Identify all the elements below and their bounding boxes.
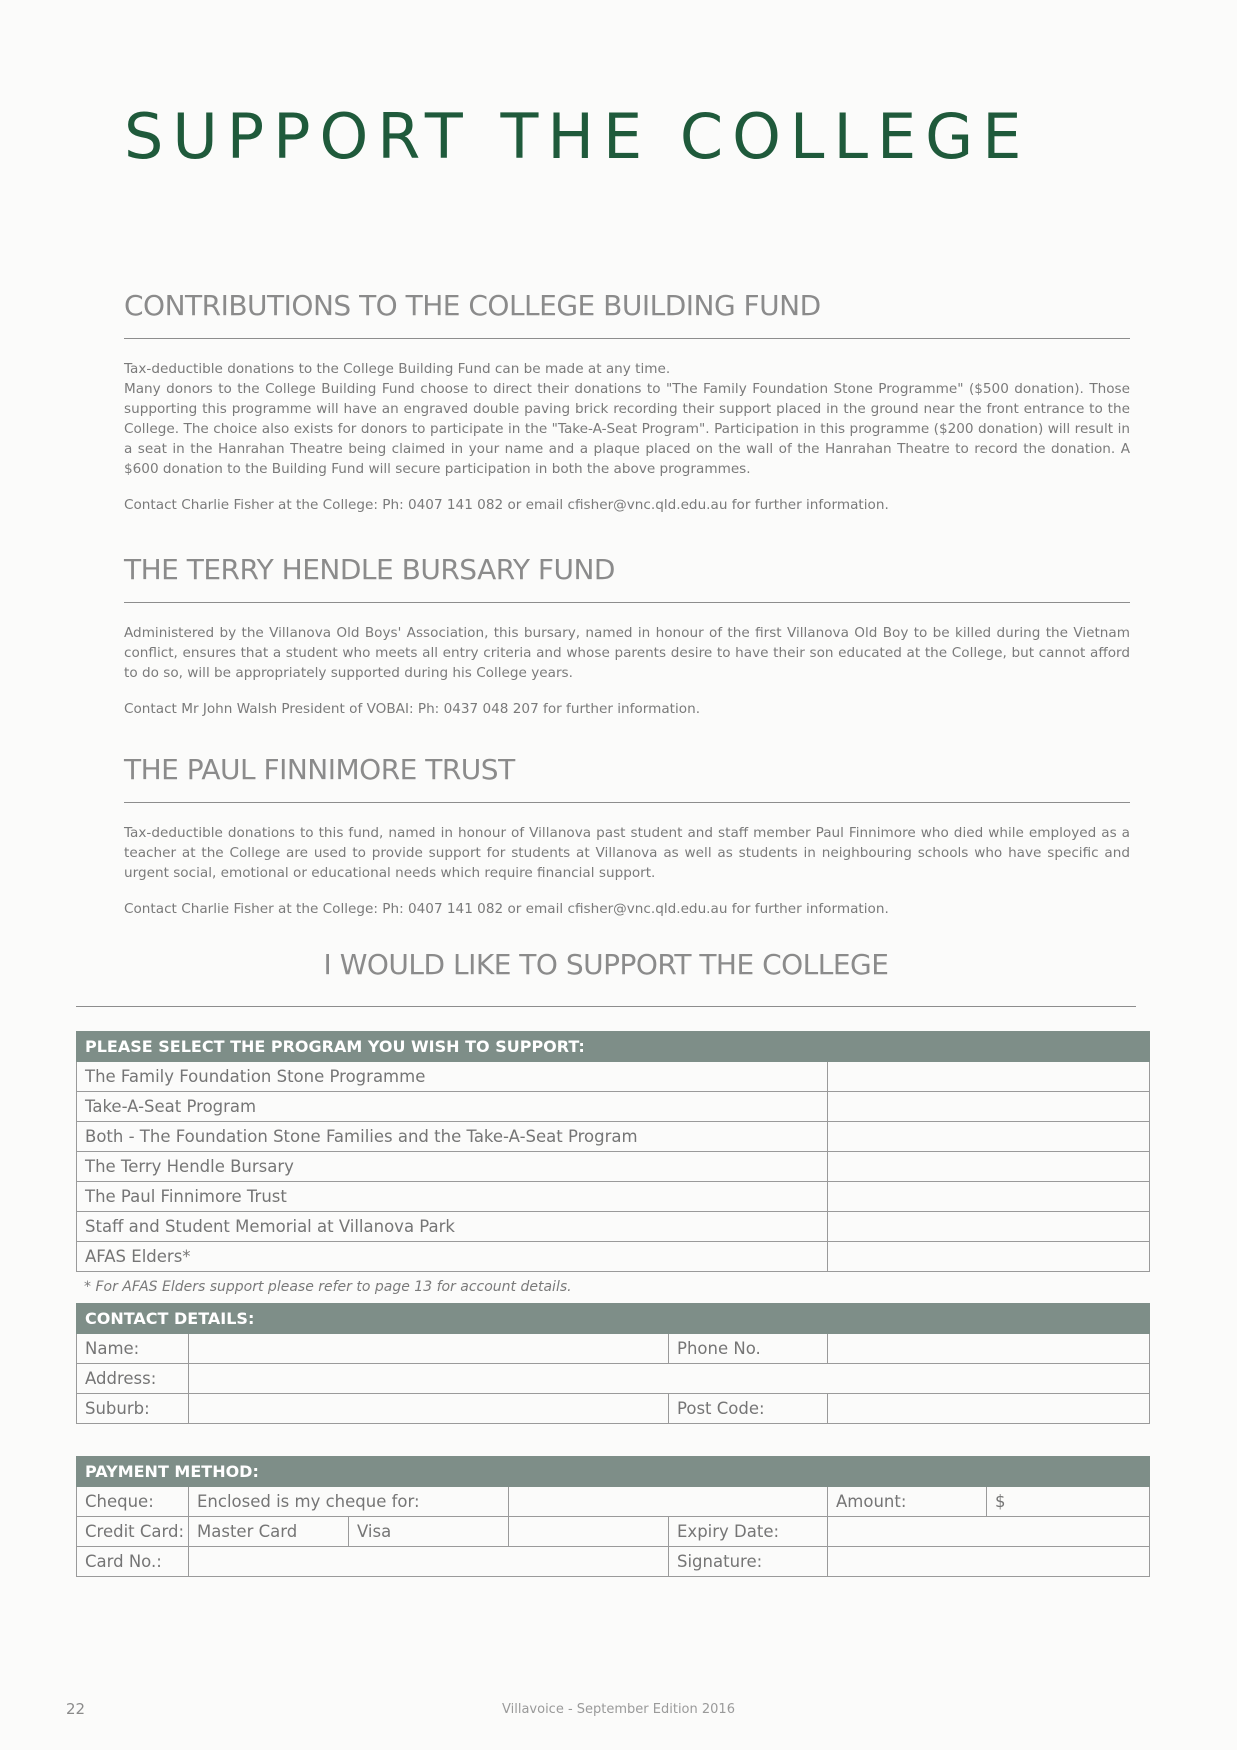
suburb-label: Suburb:: [77, 1394, 189, 1424]
building-fund-section: [124, 284, 1130, 513]
edition-footer: Villavoice - September Edition 2016: [502, 1702, 735, 1717]
program-row: [77, 1212, 1150, 1242]
paragraph: Tax-deductible donations to the College Building Fund can be made at any time.: [124, 361, 671, 377]
program-select-cell[interactable]: [828, 1182, 1150, 1212]
program-row: [77, 1152, 1150, 1182]
master-card-option[interactable]: Master Card: [189, 1517, 349, 1547]
address-field[interactable]: [189, 1364, 1150, 1394]
card-no-label: Card No.:: [77, 1547, 189, 1577]
card-no-field[interactable]: [189, 1547, 669, 1577]
program-select-cell[interactable]: [828, 1122, 1150, 1152]
program-select-cell[interactable]: [828, 1062, 1150, 1092]
section-heading: THE PAUL FINNIMORE TRUST: [124, 753, 515, 786]
program-row: [77, 1122, 1150, 1152]
payment-table-header: PAYMENT METHOD:: [77, 1457, 1150, 1487]
credit-card-label: Credit Card:: [77, 1517, 189, 1547]
section-divider: [124, 338, 1130, 339]
section-contact: Contact Mr John Walsh President of VOBAI: Ph: 0437 048 207 for further information.: [124, 701, 701, 717]
program-row: [77, 1182, 1150, 1212]
visa-option[interactable]: Visa: [349, 1517, 509, 1547]
section-divider: [124, 602, 1130, 603]
program-selection-table: [76, 1031, 1150, 1272]
program-select-cell[interactable]: [828, 1242, 1150, 1272]
name-field[interactable]: [189, 1334, 669, 1364]
contact-table-header: CONTACT DETAILS:: [77, 1304, 1150, 1334]
program-select-cell[interactable]: [828, 1212, 1150, 1242]
program-label: Both - The Foundation Stone Families and the Take-A-Seat Program: [77, 1122, 828, 1152]
program-row: [77, 1092, 1150, 1122]
form-heading: I WOULD LIKE TO SUPPORT THE COLLEGE: [323, 948, 889, 981]
program-label: Take-A-Seat Program: [77, 1092, 828, 1122]
afas-footnote: * For AFAS Elders support please refer to page 13 for account details.: [84, 1279, 572, 1295]
program-row: [77, 1242, 1150, 1272]
cheque-label: Cheque:: [77, 1487, 189, 1517]
section-body: [124, 823, 1130, 883]
program-label: AFAS Elders*: [77, 1242, 828, 1272]
expiry-label: Expiry Date:: [669, 1517, 828, 1547]
postcode-label: Post Code:: [669, 1394, 828, 1424]
card-type-blank[interactable]: [509, 1517, 669, 1547]
expiry-field[interactable]: [828, 1517, 1150, 1547]
page-number: 22: [66, 1700, 86, 1718]
section-heading: CONTRIBUTIONS TO THE COLLEGE BUILDING FUND: [124, 289, 821, 322]
amount-label: Amount:: [828, 1487, 987, 1517]
program-label: The Paul Finnimore Trust: [77, 1182, 828, 1212]
signature-label: Signature:: [669, 1547, 828, 1577]
name-label: Name:: [77, 1334, 189, 1364]
section-contact: Contact Charlie Fisher at the College: Ph: 0407 141 082 or email cfisher@vnc.qld.edu.au for further information.: [124, 901, 889, 917]
section-heading: THE TERRY HENDLE BURSARY FUND: [124, 553, 615, 586]
section-contact: Contact Charlie Fisher at the College: Ph: 0407 141 082 or email cfisher@vnc.qld.edu.au for further information.: [124, 497, 889, 513]
program-table-header: PLEASE SELECT THE PROGRAM YOU WISH TO SUPPORT:: [77, 1032, 1150, 1062]
postcode-field[interactable]: [828, 1394, 1150, 1424]
page-title: SUPPORT THE COLLEGE: [124, 100, 1031, 173]
finnimore-trust-section: [124, 748, 1130, 917]
contact-details-table: [76, 1303, 1150, 1424]
program-select-cell[interactable]: [828, 1092, 1150, 1122]
paragraph: Many donors to the College Building Fund choose to direct their donations to "The Family Foundation Stone Programme" ($500 donation). Those supporting this programme will have an engraved double paving brick recording their support placed in the ground near the front entrance to the College. The choice also exists for donors to participate in the "Take-A-Seat Program". Participation in this programme ($200 donation) will result in a seat in the Hanrahan Theatre being claimed in your name and a plaque placed on the wall of the Hanrahan Theatre to record the donation. A $600 donation to the Building Fund will secure participation in both the above programmes.: [124, 381, 1130, 477]
phone-label: Phone No.: [669, 1334, 828, 1364]
form-divider: [76, 1006, 1136, 1007]
cheque-text: Enclosed is my cheque for:: [189, 1487, 509, 1517]
program-row: [77, 1062, 1150, 1092]
section-divider: [124, 802, 1130, 803]
section-body: [124, 359, 1130, 479]
program-label: The Terry Hendle Bursary: [77, 1152, 828, 1182]
program-select-cell[interactable]: [828, 1152, 1150, 1182]
bursary-fund-section: [124, 548, 1130, 717]
amount-field[interactable]: $: [987, 1487, 1150, 1517]
program-label: Staff and Student Memorial at Villanova Park: [77, 1212, 828, 1242]
cheque-field[interactable]: [509, 1487, 828, 1517]
suburb-field[interactable]: [189, 1394, 669, 1424]
payment-method-table: [76, 1456, 1150, 1577]
signature-field[interactable]: [828, 1547, 1150, 1577]
paragraph: Administered by the Villanova Old Boys' Association, this bursary, named in honour of the first Villanova Old Boy to be killed during the Vietnam conflict, ensures that a student who meets all entry criteria and whose parents desire to have their son educated at the College, but cannot afford to do so, will be appropriately supported during his College years.: [124, 625, 1130, 681]
paragraph: Tax-deductible donations to this fund, named in honour of Villanova past student and staff member Paul Finnimore who died while employed as a teacher at the College are used to provide support for students at Villanova as well as students in neighbouring schools who have specific and urgent social, emotional or educational needs which require financial support.: [124, 825, 1130, 881]
section-body: [124, 623, 1130, 683]
phone-field[interactable]: [828, 1334, 1150, 1364]
address-label: Address:: [77, 1364, 189, 1394]
program-label: The Family Foundation Stone Programme: [77, 1062, 828, 1092]
